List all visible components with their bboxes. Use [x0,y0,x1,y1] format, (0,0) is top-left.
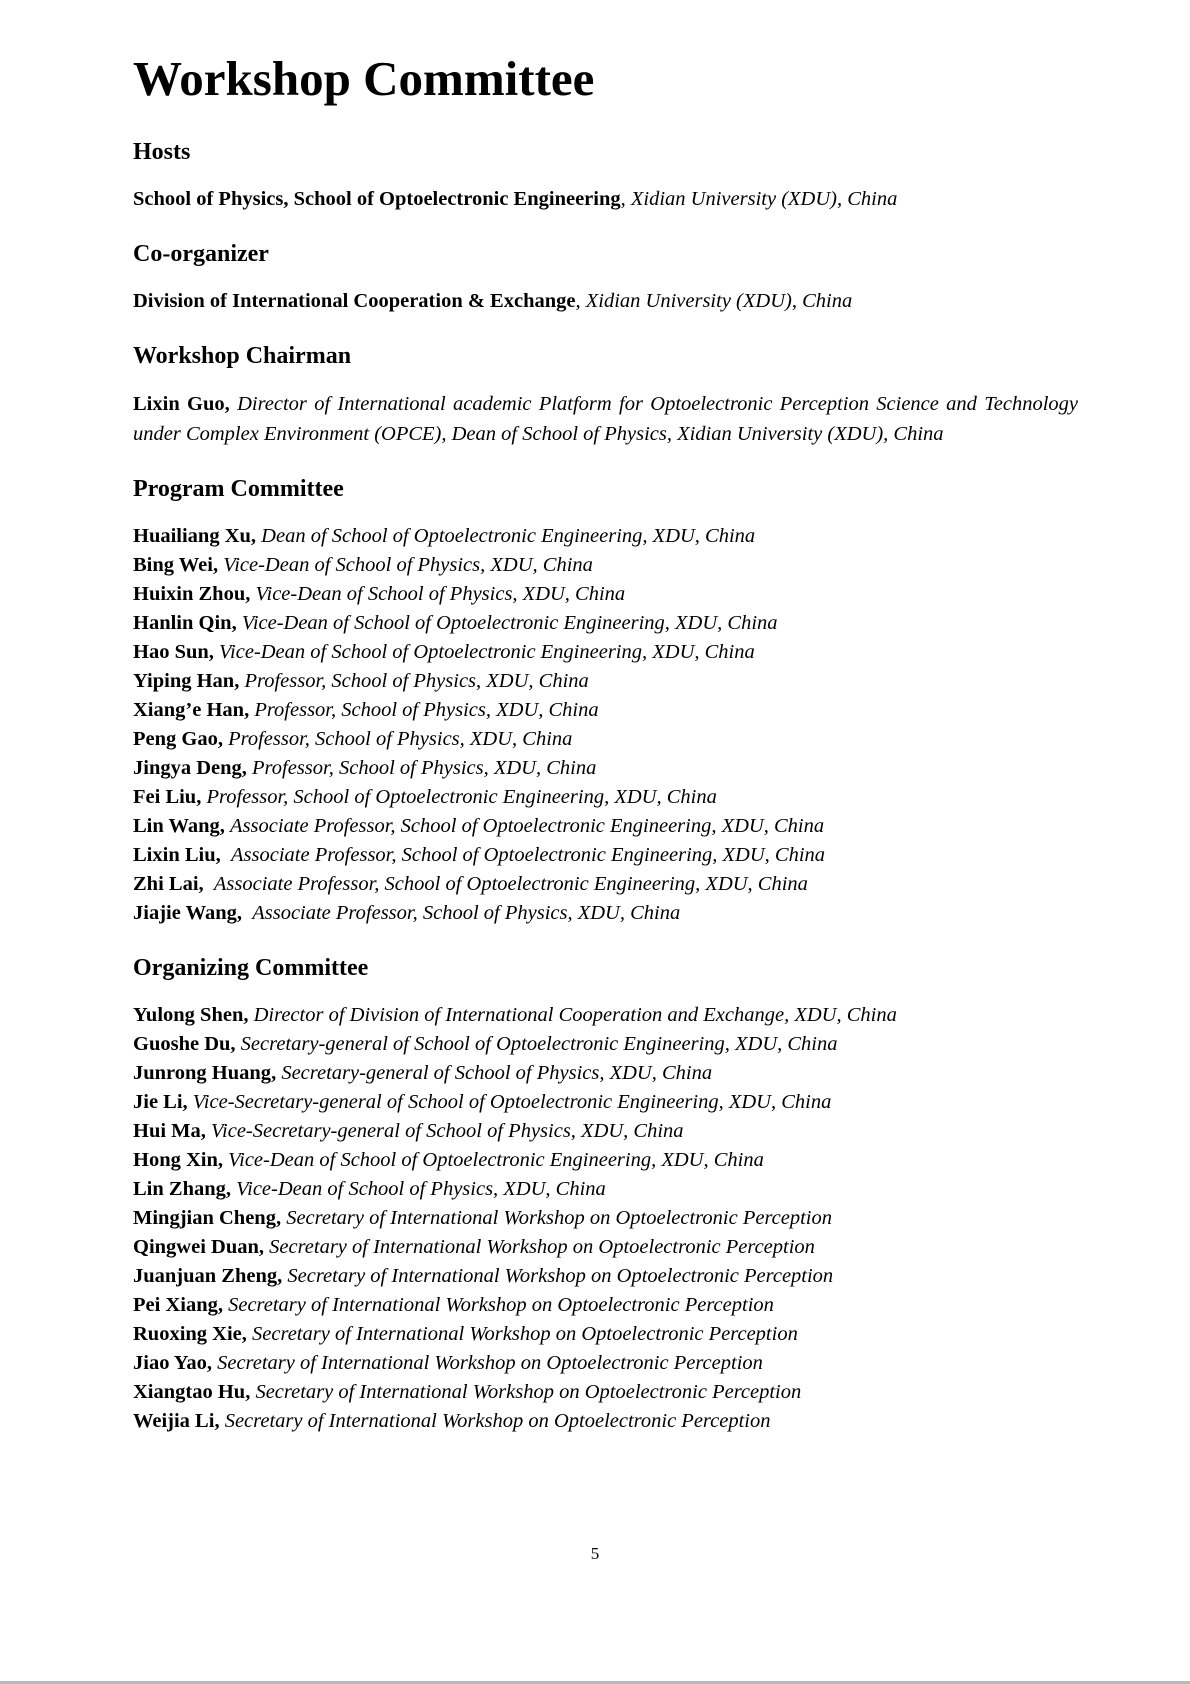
member-role: Professor, School of Physics, XDU, China [252,757,597,779]
co-organizer-entry-affiliation: , Xidian University (XDU), China [575,290,853,312]
member-separator: , [206,1352,218,1374]
committee-member-row [133,580,1078,609]
member-separator: , [215,844,231,866]
member-separator: , [244,699,255,721]
committee-member-row [133,1407,1078,1436]
member-name: Jiajie Wang [133,902,237,924]
member-separator: , [196,786,207,808]
committee-member-row [133,1233,1078,1262]
committee-member-row [133,638,1078,667]
committee-member-row [133,870,1078,899]
hosts-entry-org: School of Physics, School of Optoelectronic Engineering [133,188,621,210]
member-separator: , [243,1004,254,1026]
member-separator: , [241,757,253,779]
workshop-chairman-heading: Workshop Chairman [133,343,352,369]
committee-member-row [133,1030,1078,1059]
member-name: Guoshe Du [133,1033,231,1055]
co-organizer-heading: Co-organizer [133,241,269,267]
member-separator: , [236,902,253,924]
chairman-role: Director of International academic Platform for Optoelectronic Perception Science and Technology under Complex Environment (OPCE), Dean of School of Physics, Xidian University (XDU), China [133,393,1078,445]
committee-member-row [133,522,1078,551]
committee-member-row [133,1059,1078,1088]
hosts-entry [133,185,1078,214]
member-name: Mingjian Cheng [133,1207,276,1229]
member-role: Professor, School of Physics, XDU, China [228,728,573,750]
organizing-committee-list [133,1001,1078,1436]
member-role: Vice-Dean of School of Physics, XDU, China [223,554,593,576]
committee-member-row [133,609,1078,638]
member-name: Hui Ma [133,1120,201,1142]
committee-member-row [133,1146,1078,1175]
section-hosts [133,138,1078,214]
member-name: Hanlin Qin [133,612,232,634]
member-role: Associate Professor, School of Optoelectronic Engineering, XDU, China [213,873,808,895]
member-name: Qingwei Duan [133,1236,259,1258]
member-separator: , [200,1120,212,1142]
committee-member-row [133,754,1078,783]
member-name: Huailiang Xu [133,525,251,547]
member-separator: , [245,583,256,605]
member-name: Hao Sun [133,641,209,663]
member-role: Secretary of International Workshop on Optoelectronic Perception [255,1381,802,1403]
member-separator: , [258,1236,270,1258]
member-separator: , [212,554,224,576]
committee-member-row [133,1262,1078,1291]
member-name: Xiang’e Han [133,699,245,721]
member-role: Secretary of International Workshop on Optoelectronic Perception [224,1410,771,1432]
page-number: 5 [590,1544,600,1563]
committee-member-row [133,725,1078,754]
program-committee-heading: Program Committee [133,476,344,502]
member-name: Lixin Liu [133,844,216,866]
member-separator: , [277,1265,288,1287]
member-role: Professor, School of Optoelectronic Engineering, XDU, China [206,786,717,808]
committee-member-row [133,1001,1078,1030]
member-name: Juanjuan Zheng [133,1265,278,1287]
member-name: Lin Wang [133,815,220,837]
member-name: Yulong Shen [133,1004,244,1026]
member-name: Junrong Huang [133,1062,272,1084]
committee-member-row [133,1320,1078,1349]
member-separator: , [217,1149,229,1171]
member-name: Peng Gao [133,728,218,750]
member-name: Ruoxing Xie [133,1323,242,1345]
member-name: Yiping Han [133,670,235,692]
member-role: Secretary of International Workshop on Optoelectronic Perception [217,1352,763,1374]
member-role: Vice-Secretary-general of School of Optoelectronic Engineering, XDU, China [192,1091,832,1113]
member-role: Professor, School of Physics, XDU, China [244,670,589,692]
member-name: Huixin Zhou [133,583,246,605]
co-organizer-entry [133,287,1078,316]
member-role: Secretary of International Workshop on Optoelectronic Perception [252,1323,798,1345]
member-name: Jie Li [133,1091,183,1113]
workshop-chairman-entry [133,389,1078,449]
committee-member-row [133,812,1078,841]
chairman-name: Lixin Guo [133,393,225,415]
member-separator: , [219,815,231,837]
member-name: Weijia Li [133,1410,215,1432]
member-role: Secretary of International Workshop on Optoelectronic Perception [269,1236,815,1258]
member-separator: , [217,1294,229,1316]
member-separator: , [250,525,262,547]
committee-member-row [133,1204,1078,1233]
member-role: Associate Professor, School of Optoelectronic Engineering, XDU, China [231,844,826,866]
hosts-heading: Hosts [133,139,191,165]
committee-member-row [133,1291,1078,1320]
member-name: Hong Xin [133,1149,218,1171]
member-name: Xiangtao Hu [133,1381,246,1403]
committee-member-row [133,1175,1078,1204]
member-role: Associate Professor, School of Physics, XDU, China [252,902,681,924]
committee-member-row [133,551,1078,580]
section-workshop-chairman [133,342,1078,449]
member-separator: , [271,1062,282,1084]
member-separator: , [225,1178,237,1200]
member-role: Vice-Dean of School of Optoelectronic Engineering, XDU, China [241,612,778,634]
member-role: Secretary of International Workshop on Optoelectronic Perception [228,1294,774,1316]
member-role: Associate Professor, School of Optoelectronic Engineering, XDU, China [230,815,825,837]
member-role: Dean of School of Optoelectronic Engineering, XDU, China [261,525,756,547]
member-name: Lin Zhang [133,1178,226,1200]
committee-member-row [133,696,1078,725]
committee-member-row [133,1378,1078,1407]
committee-member-row [133,1117,1078,1146]
program-committee-list [133,522,1078,928]
member-role: Secretary-general of School of Physics, XDU, China [281,1062,713,1084]
committee-member-row [133,841,1078,870]
committee-member-row [133,783,1078,812]
committee-member-row [133,667,1078,696]
committee-member-row [133,1349,1078,1378]
organizing-committee-heading: Organizing Committee [133,955,369,981]
page-title: Workshop Committee [133,51,595,106]
member-name: Jingya Deng [133,757,242,779]
member-role: Vice-Dean of School of Physics, XDU, China [236,1178,606,1200]
member-name: Pei Xiang [133,1294,218,1316]
section-program-committee [133,475,1078,928]
member-separator: , [182,1091,193,1113]
member-role: Professor, School of Physics, XDU, China [254,699,599,721]
committee-member-row [133,899,1078,928]
member-separator: , [234,670,245,692]
member-role: Vice-Secretary-general of School of Physics, XDU, China [211,1120,684,1142]
member-name: Bing Wei [133,554,213,576]
member-role: Secretary-general of School of Optoelectronic Engineering, XDU, China [240,1033,838,1055]
committee-member-row [133,1088,1078,1117]
member-separator: , [208,641,220,663]
member-role: Vice-Dean of School of Physics, XDU, China [255,583,626,605]
member-separator: , [241,1323,253,1345]
member-separator: , [245,1381,256,1403]
hosts-entry-affiliation: , Xidian University (XDU), China [620,188,898,210]
section-co-organizer [133,240,1078,316]
member-separator: , [275,1207,287,1229]
member-role: Secretary of International Workshop on Optoelectronic Perception [287,1265,834,1287]
member-separator: , [231,612,242,634]
member-role: Secretary of International Workshop on Optoelectronic Perception [286,1207,832,1229]
member-name: Zhi Lai [133,873,199,895]
member-role: Vice-Dean of School of Optoelectronic Engineering, XDU, China [219,641,755,663]
co-organizer-entry-org: Division of International Cooperation & Exchange [133,290,576,312]
member-role: Director of Division of International Cooperation and Exchange, XDU, China [253,1004,897,1026]
chairman-separator: , [224,393,238,415]
member-role: Vice-Dean of School of Optoelectronic Engineering, XDU, China [228,1149,764,1171]
member-separator: , [198,873,214,895]
member-separator: , [230,1033,241,1055]
section-organizing-committee [133,954,1078,1436]
member-separator: , [214,1410,225,1432]
member-name: Fei Liu [133,786,197,808]
member-name: Jiao Yao [133,1352,207,1374]
member-separator: , [217,728,229,750]
